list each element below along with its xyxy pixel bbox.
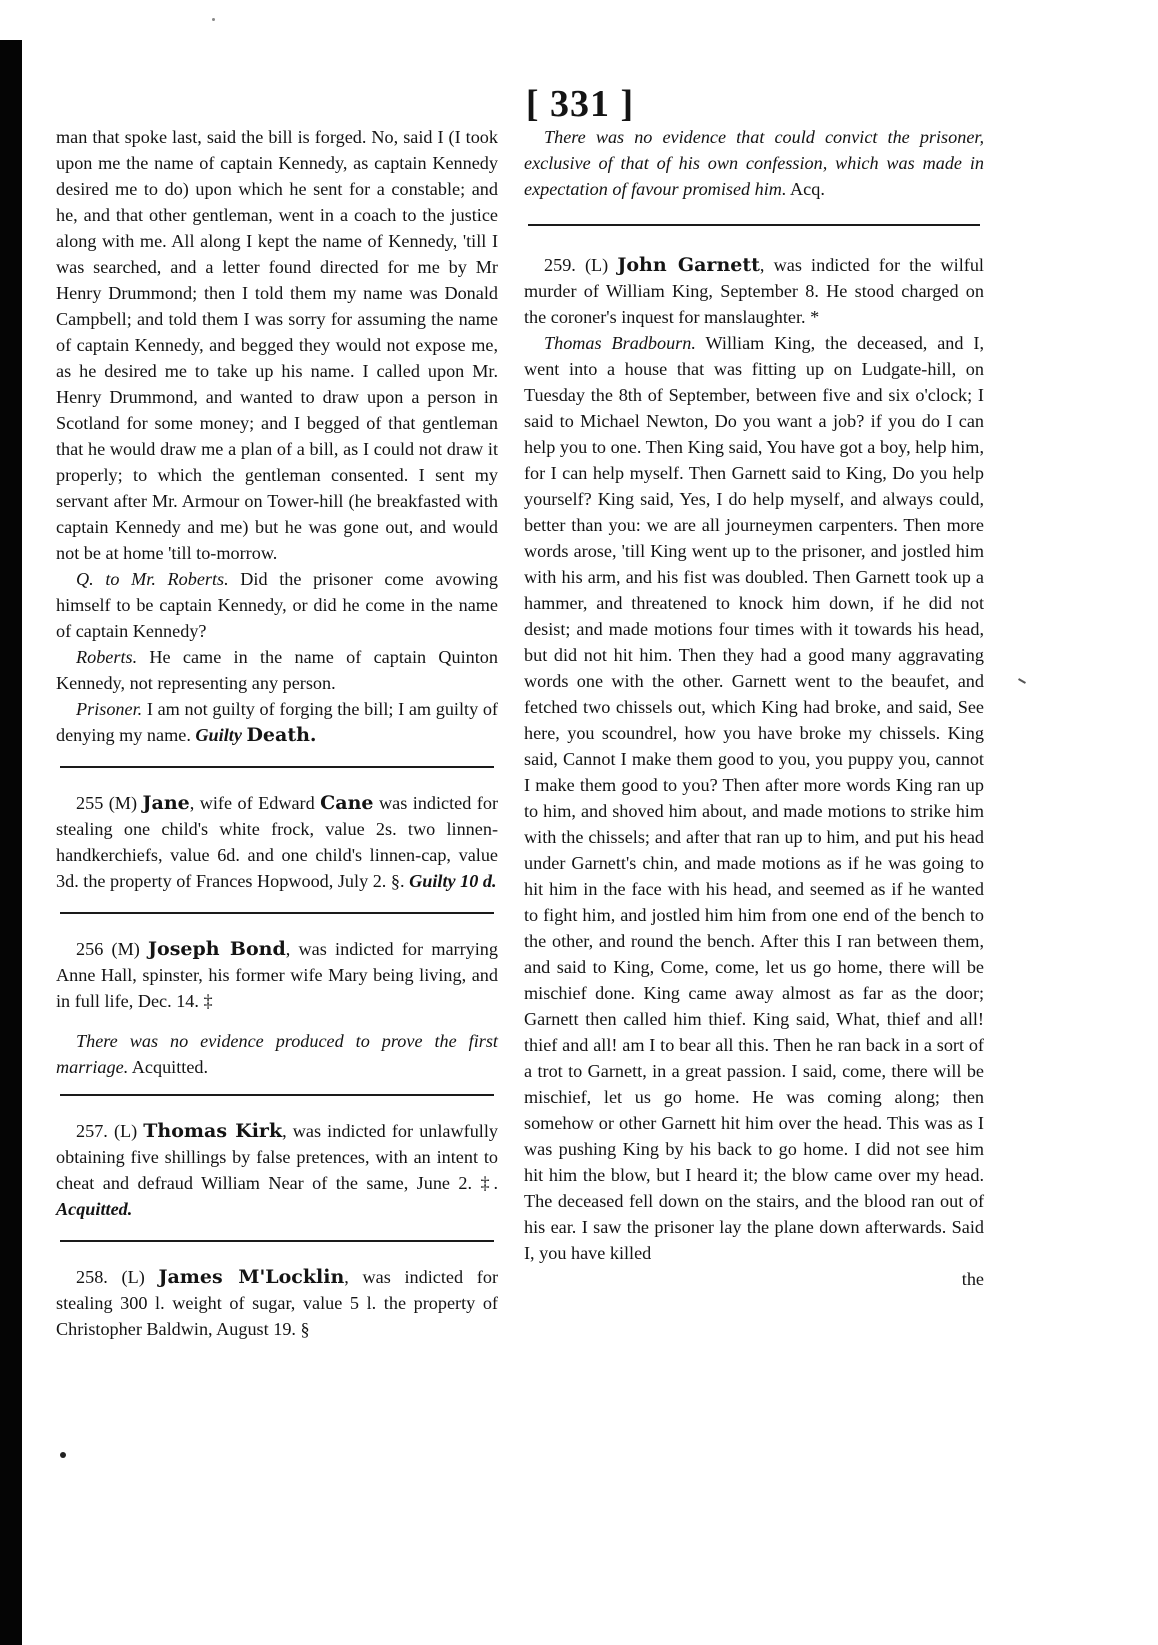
defendant-name: Jane [142, 792, 190, 814]
case-text: , was indicted for unlawfully obtaining five shillings by false pretences, with an intent to cheat and defraud William Near of the same, June 2. ‡. [56, 1121, 498, 1193]
speck [212, 18, 215, 21]
speaker-label: Roberts. [76, 647, 138, 667]
catchword: the [961, 1269, 984, 1289]
case-number: 258. (L) [76, 1267, 159, 1287]
testimony-text: William King, the deceased, and I, went into a house that was fitting up on Ludgate-hill, on Tuesday the 8th of September, between five and six o'clock; I said to Michael Newton, Do you want a job? if you do I can help you to one. Then King said, You have got a boy, help him, for I can help myself. Then Garnett said to King, Do you help yourself? King said, Yes, I do help myself, and always could, better than you: we are all journeymen carpenters. Then more words arose, 'till King went up to the prisoner, and jostled him with his arm, and his fist was doubled. Then Garnett took up a hammer, and threatened to knock him down, if he did not desist; and made motions four times with it towards his head, but did not hit him. Then they had a good many aggravating words one with the other. Garnett went to the beaufet, and fetched two chissels out, which King had broke, and said, See here, you scoundrel, how you have broke my chissels. King said, Cannot I make them good to you, you puppy you, cannot I make them good to you? Then after more words King ran up to him, and shoved him about, and made motions to strike him with the chissels; and after that ran up to him, and put his head under Garnett's chin, and made motions as if he was going to hit him in the face with his head, and seemed as if he wanted to fight him, and jostled him him from one end of the bench to the other, and round the bench. After this I ran between them, and said to King, Come, come, let us go home, there will be mischief done. King came away almost as far as the door; Garnett then called him thief. King said, What, thief and all! thief and all! am I to bear all this. Then he ran back in a sort of a trot to Garnett, in a great passion. I said, come, there will be mischief, let us go home. He was coming along; then somehow or other Garnett hit him over the head. This was as I was pushing King by his back to go home. I did not see him hit him the blow, but I heard it; the blow came over my head. The deceased fell down on the stairs, and the blood ran out of his ear. I saw the prisoner lay the plane down afterwards. Said I, you have killed [524, 333, 984, 1263]
case-number: 259. (L) [544, 255, 618, 275]
verdict: Acquitted. [128, 1057, 209, 1077]
testimony [524, 330, 984, 1266]
case-number: 255 (M) [76, 793, 143, 813]
section-rule [60, 912, 494, 914]
witness-label: Thomas Bradbourn. [544, 333, 696, 353]
note-text: There was no evidence that could convict the prisoner, exclusive of that of his own confession, which was made in expectation of favour promised him. [524, 127, 984, 199]
case-text: , was indicted for marrying Anne Hall, spinster, his former wife Mary being living, and in full life, Dec. 14. ‡ [56, 939, 498, 1011]
defendant-name: Thomas Kirk [143, 1120, 283, 1142]
section-rule [60, 1094, 494, 1096]
verdict: Guilty 10 d. [409, 871, 497, 891]
left-column [56, 124, 498, 1342]
section-rule [60, 766, 494, 768]
paragraph [56, 696, 498, 748]
case-entry [524, 252, 984, 330]
sentence: Death. [246, 724, 317, 746]
defendant-name: John Garnett [617, 254, 760, 276]
case-text: , was indicted for the wilful murder of William King, September 8. He stood charged on the coroner's inquest for manslaughter. * [524, 255, 984, 327]
case-text: was indicted for stealing one child's white frock, value 2s. two linnen-handkerchiefs, value 6d. and one child's linnen-cap, value 3d. the property of Frances Hopwood, July 2. §. [56, 793, 498, 891]
case-entry [56, 936, 498, 1014]
verdict: Acquitted. [56, 1199, 133, 1219]
paragraph-text: I am not guilty of forging the bill; I am guilty of denying my name. [56, 699, 498, 745]
case-entry [56, 1118, 498, 1222]
case-entry [56, 1264, 498, 1342]
case-number: 256 (M) [76, 939, 149, 959]
verdict: Guilty [195, 725, 242, 745]
section-rule [528, 224, 980, 226]
page-number: [ 331 ] [525, 83, 635, 125]
defendant-surname: Cane [320, 792, 374, 814]
case-number: 257. (L) [76, 1121, 144, 1141]
defendant-name: James M'Locklin [158, 1266, 345, 1288]
paragraph [56, 644, 498, 696]
paragraph-text: He came in the name of captain Quinton Kennedy, not representing any person. [56, 647, 498, 693]
paragraph: man that spoke last, said the bill is forged. No, said I (I took upon me the name of captain Kennedy, as captain Kennedy desired me to do) upon which he sent for a constable; and he, and that other gentleman, went in a coach to the justice along with me. All along I kept the name of Kennedy, 'till I was searched, and a letter found directed for me by Mr Henry Drummond; then I told them my name was Donald Campbell; and told them I was sorry for assuming the name of captain Kennedy, and begged they would not expose me, as he desired me to take up his name. I called upon Mr. Henry Drummond, and wanted to draw upon a person in Scotland for some money; and I begged of that gentleman that he would draw me a plan of a bill, as I could not draw it properly; to which the gentleman consented. I sent my servant after Mr. Armour on Tower-hill (he breakfasted with captain Kennedy and me) but he was gone out, and would not be at home 'till to-morrow. [56, 127, 498, 563]
case-text: , wife of Edward [189, 793, 321, 813]
verdict: Acq. [786, 179, 825, 199]
paragraph [56, 566, 498, 644]
binding-shadow [0, 40, 22, 1645]
case-note [56, 1028, 498, 1080]
case-entry [56, 790, 498, 894]
note-text: There was no evidence produced to prove the first marriage. [56, 1031, 498, 1077]
paragraph-text: Did the prisoner come avowing himself to be captain Kennedy, or did he come in the name of captain Kennedy? [56, 569, 498, 641]
case-note [524, 124, 984, 202]
right-column [524, 124, 984, 1292]
defendant-name: Joseph Bond [148, 938, 286, 960]
case-text: , was indicted for stealing 300 l. weight of sugar, value 5 l. the property of Christopher Baldwin, August 19. § [56, 1267, 498, 1339]
speaker-label: Prisoner. [76, 699, 143, 719]
ink-dot [60, 1452, 66, 1458]
speck [1018, 678, 1026, 684]
speaker-label: Q. to Mr. Roberts. [76, 569, 229, 589]
section-rule [60, 1240, 494, 1242]
